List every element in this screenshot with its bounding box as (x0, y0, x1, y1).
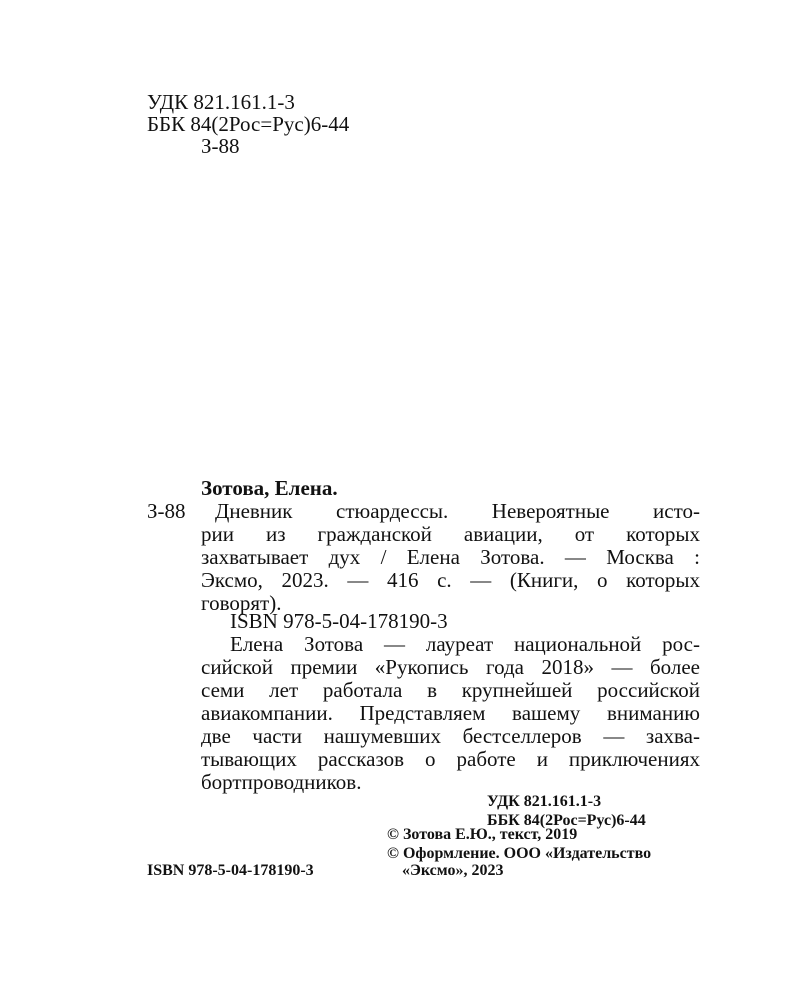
top-udk-code: УДК 821.161.1-3 (147, 90, 295, 114)
bib-line-2: рии из гражданской авиации, от которых (201, 522, 700, 546)
annotation-line-7: бортпроводников. (201, 770, 362, 794)
top-author-mark: З-88 (201, 134, 240, 158)
top-bbk-code: ББК 84(2Рос=Рус)6-44 (147, 112, 350, 136)
bib-line-5: говорят). (201, 591, 282, 615)
annotation-line-2: сийской премии «Рукопись года 2018» — более (201, 655, 700, 679)
bib-line-3: захватывает дух / Елена Зотова. — Москва : (201, 545, 700, 569)
footer-isbn: ISBN 978-5-04-178190-3 (147, 862, 314, 879)
annotation-line-4: авиакомпании. Представляем вашему вниманию (201, 701, 700, 725)
entry-author: Зотова, Елена. (201, 476, 338, 500)
copyright-line-2: © Оформление. ООО «Издательство (387, 845, 652, 862)
copyright-line-1: © Зотова Е.Ю., текст, 2019 (387, 826, 578, 843)
bib-line-1: Дневник стюардессы. Невероятные исто- (215, 499, 700, 523)
entry-isbn: ISBN 978-5-04-178190-3 (230, 609, 448, 633)
annotation-line-6: тывающих рассказов о работе и приключениях (201, 747, 700, 771)
annotation-line-1: Елена Зотова — лауреат национальной рос- (230, 632, 700, 656)
entry-author-mark: З-88 (147, 499, 186, 523)
annotation-line-5: две части нашумевших бестселлеров — захва- (201, 724, 700, 748)
annotation-line-3: семи лет работала в крупнейшей российской (201, 678, 700, 702)
entry-bbk-code: ББК 84(2Рос=Рус)6-44 (487, 812, 646, 829)
entry-udk-code: УДК 821.161.1-3 (487, 793, 602, 810)
copyright-line-3: «Эксмо», 2023 (402, 862, 504, 879)
bib-line-4: Эксмо, 2023. — 416 с. — (Книги, о которых (201, 568, 700, 592)
